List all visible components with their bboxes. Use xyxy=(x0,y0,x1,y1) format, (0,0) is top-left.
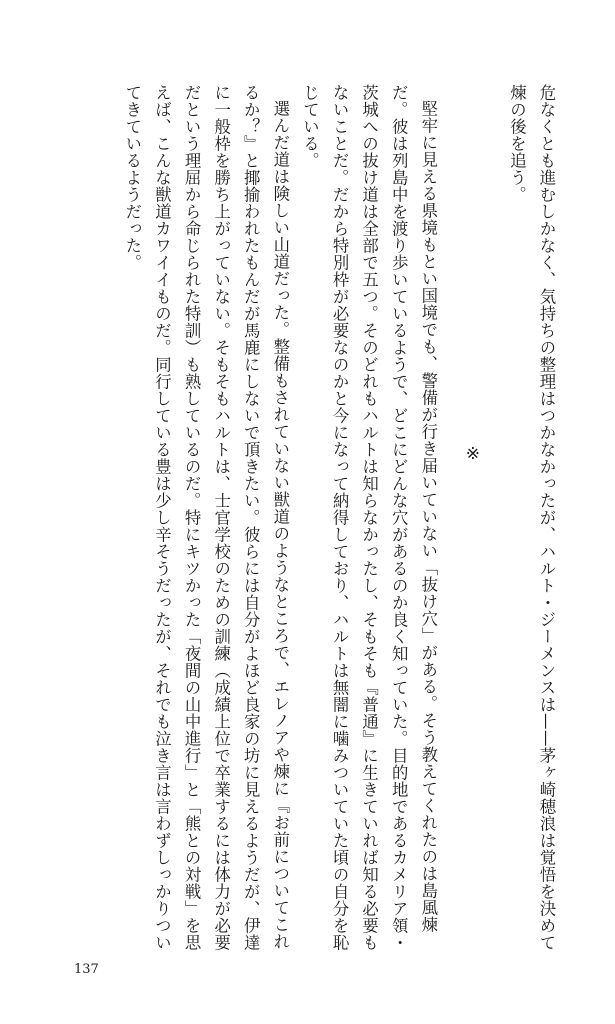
paragraph-3: 選んだ道は険しい山道だった。整備もされていない獣道のようなところで、エレノアや煉に『お前についてこれるか？』と揶揄われたもんだが馬鹿にしないで頂きたい。彼らには自分がよほど良家の坊に見えるようだが、伊達に一般枠を勝ち上がっていない。そもそもハルトは、士官学校のための訓練（成績上位で卒業するには体力が必要だという理屈から命じられた特訓）も熟しているのだ。特にキツかった「夜間の山中進行」と「熊との対戦」を思えば、こんな獣道カワイイものだ。同行している豊は少し辛そうだったが、それでも泣き言は言わずしっかりついてきているようだった。 xyxy=(122,84,290,951)
page-number: 137 xyxy=(74,962,99,977)
paragraph-1: 危なくとも進むしかなく、気持ちの整理はつかなかったが、ハルト・ジーメンスは——茅ヶ崎穂浪は覚悟を決めて煉の後を追う。 xyxy=(507,84,556,951)
vertical-text-body xyxy=(117,84,561,964)
section-break-mark: ※ xyxy=(462,444,483,465)
paragraph-2: 堅牢に見える県境もとい国境でも、警備が行き届いていない「抜け穴」がある。そう教えてくれたのは島風煉だ。彼は列島中を渡り歩いているようで、どこにどんな穴があるのか良く知っていた。目的地であるカメリア領・茨城への抜け道は全部で五つ。そのどれもハルトは知らなかったし、そもそも『普通』に生きていれば知る必要もないことだ。だから特別枠が必要なのかと今になって納得しており、ハルトは無闇に噛みついていた頃の自分を恥じている。 xyxy=(300,84,438,951)
